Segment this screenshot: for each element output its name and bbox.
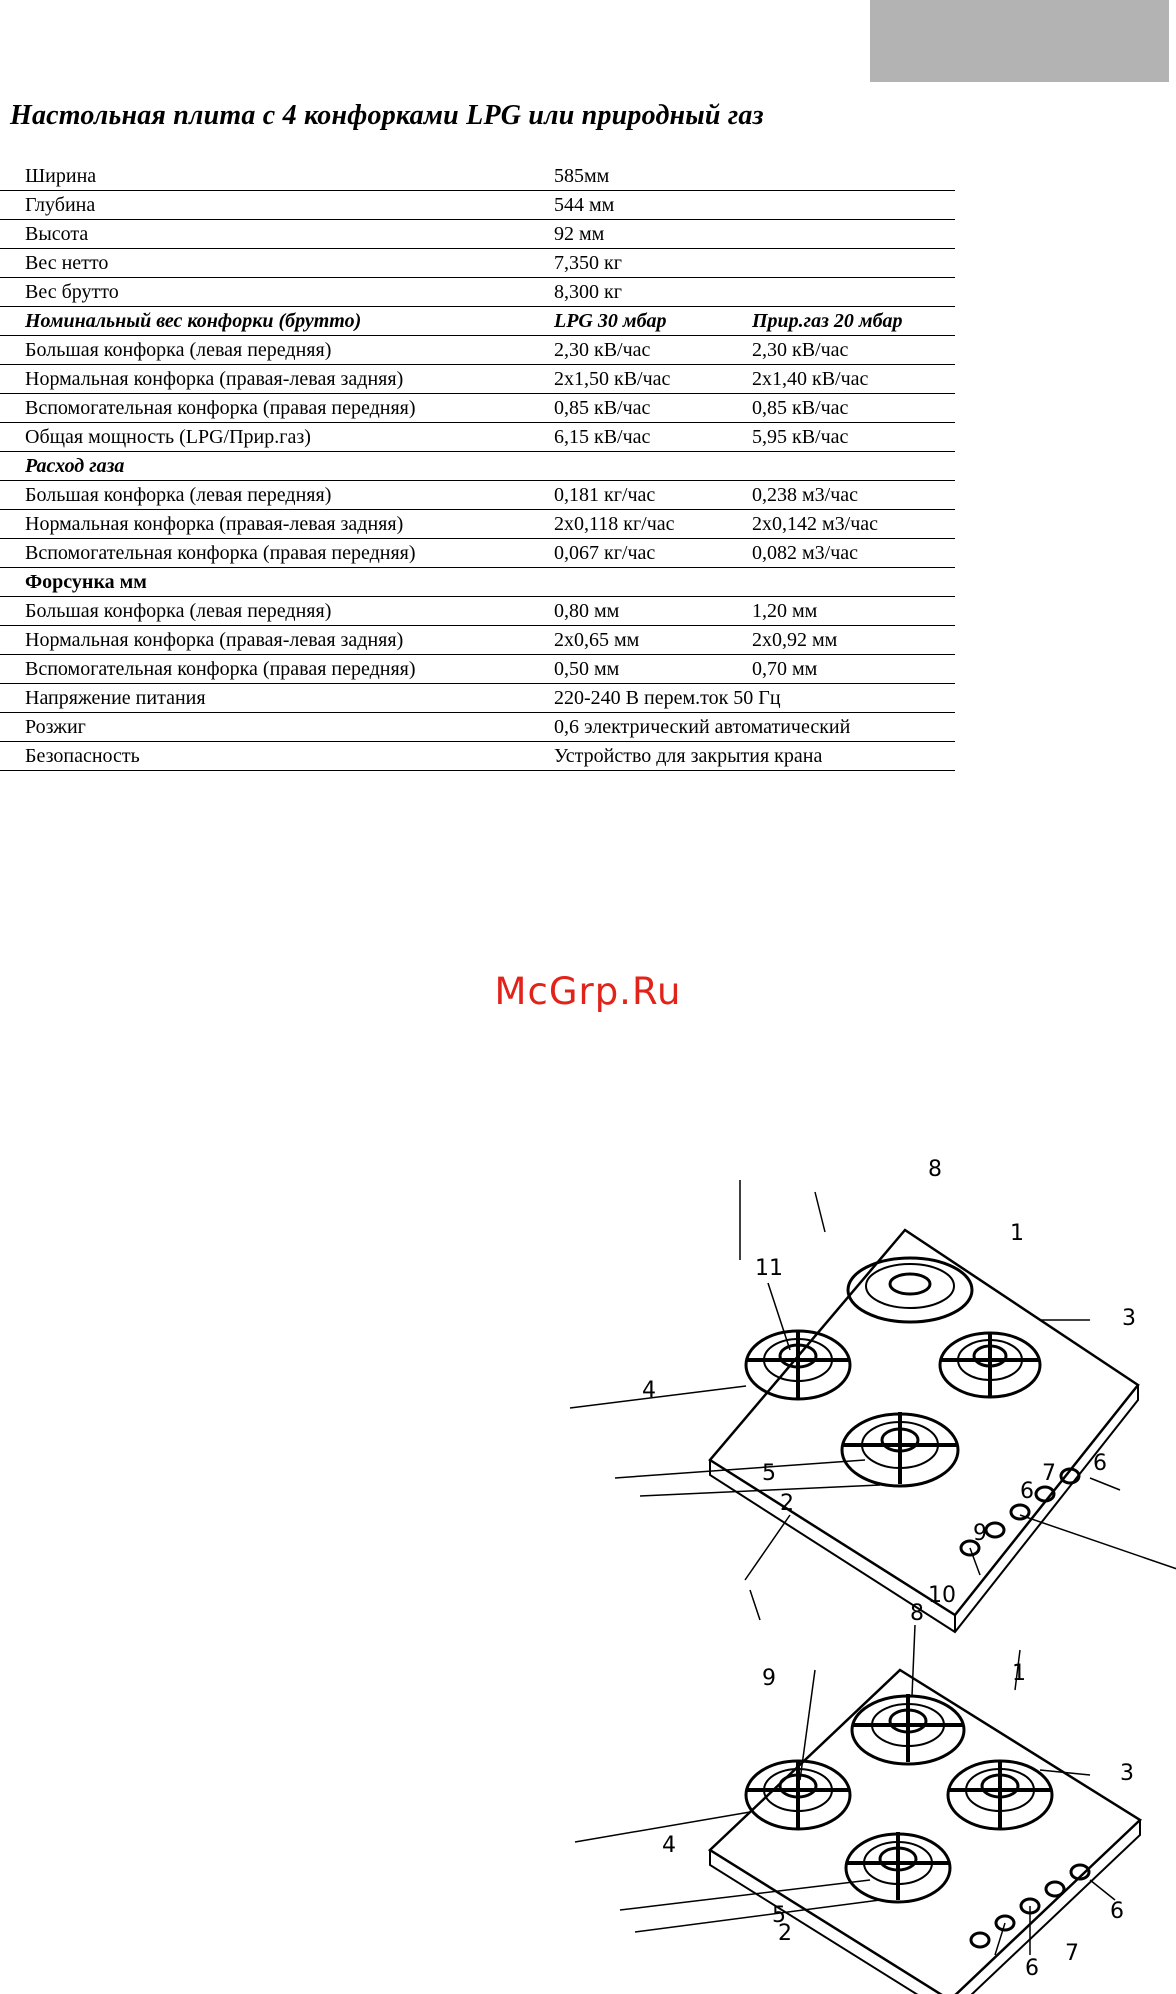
row-value-2: 2x0,92 мм [750, 626, 955, 655]
callout-labels [642, 1157, 1136, 1608]
row-value-1 [552, 452, 750, 481]
label-7: 7 [1065, 1941, 1079, 1966]
row-value-1: 2x0,65 мм [552, 626, 750, 655]
row-label: Нормальная конфорка (правая-левая задняя) [0, 626, 552, 655]
row-value-1: 2x0,118 кг/час [552, 510, 750, 539]
label-10: 10 [928, 1583, 956, 1608]
row-value-1: LPG 30 мбар [552, 307, 750, 336]
label-9: 9 [973, 1521, 987, 1546]
row-value-1: 2,30 кВ/час [552, 336, 750, 365]
label-1: 1 [1010, 1221, 1024, 1246]
table-row [0, 191, 955, 220]
row-value-2: 0,85 кВ/час [750, 394, 955, 423]
label-2: 2 [778, 1921, 792, 1946]
left-burner [746, 1760, 850, 1829]
row-value-1: 0,50 мм [552, 655, 750, 684]
row-value-1: 0,85 кВ/час [552, 394, 750, 423]
row-value-1: 585мм [552, 162, 750, 191]
row-value-2 [750, 191, 955, 220]
table-row [0, 162, 955, 191]
table-row [0, 539, 955, 568]
row-value-1: Устройство для закрытия крана [552, 742, 955, 771]
label-7: 7 [1042, 1461, 1056, 1486]
label-3: 3 [1120, 1761, 1134, 1786]
row-value-2: Прир.газ 20 мбар [750, 307, 955, 336]
label-5: 5 [772, 1903, 786, 1928]
row-label: Большая конфорка (левая передняя) [0, 336, 552, 365]
front-burner [842, 1412, 958, 1486]
row-value-2 [750, 568, 955, 597]
row-label: Нормальная конфорка (правая-левая задняя) [0, 510, 552, 539]
row-value-1: 0,067 кг/час [552, 539, 750, 568]
spec-table [0, 162, 955, 771]
row-label: Вспомогательная конфорка (правая передняя) [0, 539, 552, 568]
row-value-2: 2,30 кВ/час [750, 336, 955, 365]
label-4: 4 [662, 1833, 676, 1858]
label-8: 8 [928, 1157, 942, 1182]
table-row [0, 742, 955, 771]
table-row [0, 626, 955, 655]
table-row [0, 655, 955, 684]
row-value-1 [552, 568, 750, 597]
hob-diagram-2 [650, 1600, 1170, 1990]
row-value-1: 0,6 электрический автоматический [552, 713, 955, 742]
label-8: 8 [910, 1601, 924, 1626]
row-value-2: 0,082 м3/час [750, 539, 955, 568]
table-row [0, 278, 955, 307]
row-label: Форсунка мм [0, 568, 552, 597]
table-row [0, 713, 955, 742]
table-row [0, 249, 955, 278]
label-6a: 6 [1093, 1451, 1107, 1476]
row-label: Напряжение питания [0, 684, 552, 713]
row-label: Безопасность [0, 742, 552, 771]
label-11: 11 [755, 1256, 783, 1281]
rear-burner [848, 1258, 972, 1322]
callout-labels [662, 1601, 1134, 1981]
row-label: Общая мощность (LPG/Прир.газ) [0, 423, 552, 452]
table-row [0, 510, 955, 539]
row-label: Розжиг [0, 713, 552, 742]
row-label: Нормальная конфорка (правая-левая задняя) [0, 365, 552, 394]
label-9: 9 [762, 1666, 776, 1691]
label-6b: 6 [1020, 1479, 1034, 1504]
row-label: Большая конфорка (левая передняя) [0, 481, 552, 510]
row-value-2 [750, 220, 955, 249]
row-value-1: 0,181 кг/час [552, 481, 750, 510]
right-burner [948, 1760, 1052, 1829]
corner-tab [870, 0, 1169, 82]
label-6a: 6 [1110, 1899, 1124, 1924]
label-2: 2 [780, 1491, 794, 1516]
row-label: Вес брутто [0, 278, 552, 307]
row-value-1: 6,15 кВ/час [552, 423, 750, 452]
row-value-1: 8,300 кг [552, 278, 750, 307]
table-row [0, 481, 955, 510]
row-value-2: 2x1,40 кВ/час [750, 365, 955, 394]
row-label: Ширина [0, 162, 552, 191]
row-value-1: 220-240 В перем.ток 50 Гц [552, 684, 955, 713]
label-3: 3 [1122, 1306, 1136, 1331]
row-value-2 [750, 162, 955, 191]
row-value-1: 2x1,50 кВ/час [552, 365, 750, 394]
table-section-header [0, 307, 955, 336]
row-value-1: 7,350 кг [552, 249, 750, 278]
row-value-1: 544 мм [552, 191, 750, 220]
table-row [0, 394, 955, 423]
row-value-2: 0,238 м3/час [750, 481, 955, 510]
row-value-2: 0,70 мм [750, 655, 955, 684]
row-label: Расход газа [0, 452, 552, 481]
table-section-header [0, 452, 955, 481]
table-row [0, 220, 955, 249]
table-row [0, 336, 955, 365]
row-label: Вес нетто [0, 249, 552, 278]
row-label: Вспомогательная конфорка (правая передняя) [0, 655, 552, 684]
table-row [0, 597, 955, 626]
table-section-header [0, 568, 955, 597]
front-burner [846, 1832, 950, 1902]
label-5: 5 [762, 1461, 776, 1486]
label-6b: 6 [1025, 1956, 1039, 1981]
row-label: Высота [0, 220, 552, 249]
label-4: 4 [642, 1378, 656, 1403]
rear-burner [852, 1694, 964, 1764]
row-value-2: 5,95 кВ/час [750, 423, 955, 452]
row-label: Глубина [0, 191, 552, 220]
table-row [0, 365, 955, 394]
left-burner [746, 1330, 850, 1399]
right-burner [940, 1332, 1040, 1397]
hob-diagram-1 [642, 1157, 1170, 1610]
watermark: McGrp.Ru [494, 970, 682, 1013]
row-value-2: 2x0,142 м3/час [750, 510, 955, 539]
label-1: 1 [1012, 1661, 1026, 1686]
row-label: Большая конфорка (левая передняя) [0, 597, 552, 626]
row-value-2 [750, 278, 955, 307]
row-value-2 [750, 249, 955, 278]
page-title: Настольная плита с 4 конфорками LPG или природный газ [10, 100, 764, 131]
row-value-2 [750, 452, 955, 481]
leader-lines [570, 1180, 1176, 1620]
table-row [0, 684, 955, 713]
row-label: Номинальный вес конфорки (брутто) [0, 307, 552, 336]
table-row [0, 423, 955, 452]
row-value-1: 0,80 мм [552, 597, 750, 626]
row-value-1: 92 мм [552, 220, 750, 249]
row-value-2: 1,20 мм [750, 597, 955, 626]
row-label: Вспомогательная конфорка (правая передняя) [0, 394, 552, 423]
